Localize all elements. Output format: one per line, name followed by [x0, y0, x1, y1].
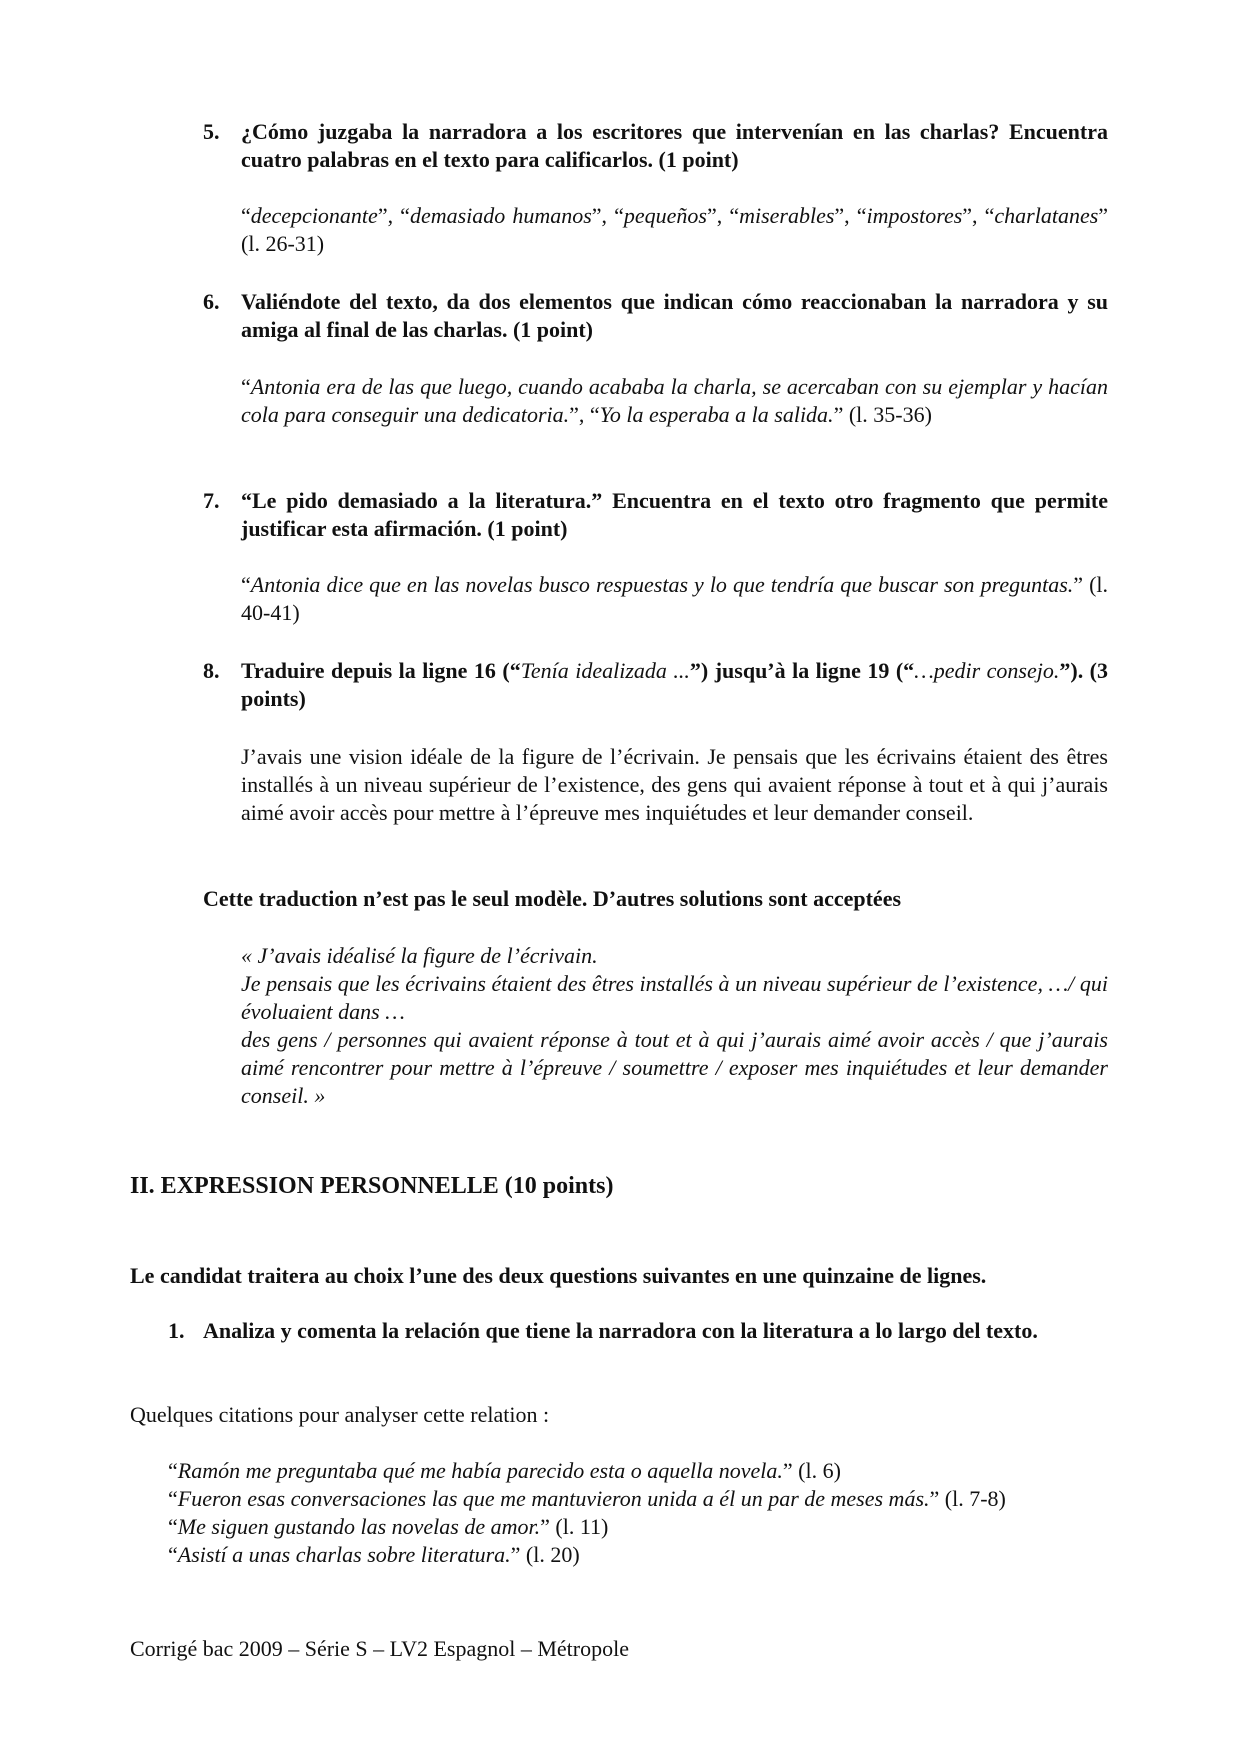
page-footer: Corrigé bac 2009 – Série S – LV2 Espagnol – Métropole	[130, 1636, 629, 1661]
translation-note: Cette traduction n’est pas le seul modèle. D’autres solutions sont acceptées	[203, 886, 902, 911]
question-text: Analiza y comenta la relación que tiene la narradora con la literatura a lo largo del texto.	[203, 1318, 1038, 1343]
quote-word: charlatanes	[994, 203, 1099, 228]
question-6	[203, 288, 1108, 344]
quote-word: miserables	[739, 203, 835, 228]
alt-translation	[241, 942, 1108, 1110]
line-ref: (l. 6)	[798, 1458, 841, 1483]
question-number: 7.	[203, 488, 220, 513]
quote: Yo la esperaba a la salida.	[599, 402, 834, 427]
question-text: ¿Cómo juzgaba la narradora a los escritores que intervenían en las charlas? Encuentra cuatro palabras en el texto para calificarlos. (1 point)	[241, 119, 1108, 172]
citation-text: Fueron esas conversaciones las que me mantuvieron unida a él un par de meses más.	[177, 1486, 930, 1511]
citation: “Fueron esas conversaciones las que me mantuvieron unida a él un par de meses más.” (l. 7-8)	[168, 1486, 1006, 1511]
question-text: ”). (3 points)	[241, 658, 1109, 711]
citation-text: Ramón me preguntaba qué me había parecido esta o aquella novela.	[177, 1458, 783, 1483]
quote: Antonia era de las que luego, cuando acababa la charla, se acercaban con su ejemplar y hacían cola para conseguir una dedicatoria.	[241, 374, 1108, 427]
question-7	[203, 487, 1108, 543]
citation: “Me siguen gustando las novelas de amor.” (l. 11)	[168, 1514, 609, 1539]
quote: Antonia dice que en las novelas busco respuestas y lo que tendría que buscar son preguntas.	[250, 572, 1074, 597]
section-title: II. EXPRESSION PERSONNELLE (10 points)	[130, 1173, 614, 1199]
question-quote: Tenía idealizada ...	[520, 658, 690, 683]
citation: “Asistí a unas charlas sobre literatura.” (l. 20)	[168, 1542, 580, 1567]
question-number: 6.	[203, 289, 220, 314]
answer-6: “Antonia era de las que luego, cuando acababa la charla, se acercaban con su ejemplar y hacían cola para conseguir una dedicatoria.”, “Yo la esperaba a la salida.” (l. 35-36)	[241, 374, 1108, 427]
question-number: 1.	[168, 1318, 185, 1343]
question-text: Encuentra en el texto otro fragmento que permite justificar esta afirmación. (1 point)	[241, 488, 1108, 541]
question-text: Traduire depuis la ligne 16 (“	[241, 658, 521, 683]
line-ref: (l. 26-31)	[241, 231, 325, 256]
alt-translation-line: « J’avais idéalisé la figure de l’écrivain.	[241, 943, 598, 968]
expression-question-1	[168, 1317, 1108, 1345]
alt-translation-line: Je pensais que les écrivains étaient des êtres installés à un niveau supérieur de l’existence, …/ qui évoluaient dans …	[241, 971, 1108, 1024]
question-text: Valiéndote del texto, da dos elementos que indican cómo reaccionaban la narradora y su amiga al final de las charlas. (1 point)	[241, 289, 1108, 342]
answer-5: “decepcionante”, “demasiado humanos”, “pequeños”, “miserables”, “impostores”, “charlatanes” (l. 26-31)	[241, 203, 1109, 256]
question-number: 8.	[203, 658, 220, 683]
section-instruction: Le candidat traitera au choix l’une des deux questions suivantes en une quinzaine de lignes.	[130, 1263, 987, 1288]
question-8	[203, 657, 1108, 713]
question-number: 5.	[203, 119, 220, 144]
line-ref: (l. 11)	[555, 1514, 609, 1539]
answer-8-translation: J’avais une vision idéale de la figure de l’écrivain. Je pensais que les écrivains étaient des êtres installés à un niveau supérieur de l’existence, des gens qui avaient réponse à tout et à qui j’aurais aimé avoir accès pour mettre à l’épreuve mes inquiétudes et leur demander conseil.	[241, 744, 1108, 825]
answer-7: “Antonia dice que en las novelas busco respuestas y lo que tendría que buscar son preguntas.” (l. 40-41)	[241, 572, 1109, 625]
question-quote: “Le pido demasiado a la literatura.”	[241, 488, 603, 513]
alt-translation-line: des gens / personnes qui avaient réponse à tout et à qui j’aurais aimé avoir accès / que j’aurais aimé rencontrer pour mettre à l’épreuve / soumettre / exposer mes inquiétudes et leur demander conseil. »	[241, 1027, 1108, 1108]
citation-text: Asistí a unas charlas sobre literatura.	[177, 1542, 511, 1567]
question-quote: …pedir consejo.	[914, 658, 1060, 683]
citation: “Ramón me preguntaba qué me había parecido esta o aquella novela.” (l. 6)	[168, 1458, 841, 1483]
citations-intro: Quelques citations pour analyser cette relation :	[130, 1402, 550, 1427]
line-ref: (l. 35-36)	[848, 402, 932, 427]
question-5	[203, 118, 1108, 174]
line-ref: (l. 40-41)	[241, 572, 1109, 625]
quote-word: pequeños	[623, 203, 707, 228]
quote-word: impostores	[866, 203, 963, 228]
citation-text: Me siguen gustando las novelas de amor.	[177, 1514, 541, 1539]
question-text: ”) jusqu’à la ligne 19 (“	[689, 658, 915, 683]
line-ref: (l. 7-8)	[944, 1486, 1006, 1511]
citations-list	[168, 1457, 1108, 1569]
line-ref: (l. 20)	[525, 1542, 580, 1567]
quote-word: demasiado humanos	[409, 203, 592, 228]
quote-word: decepcionante	[250, 203, 378, 228]
